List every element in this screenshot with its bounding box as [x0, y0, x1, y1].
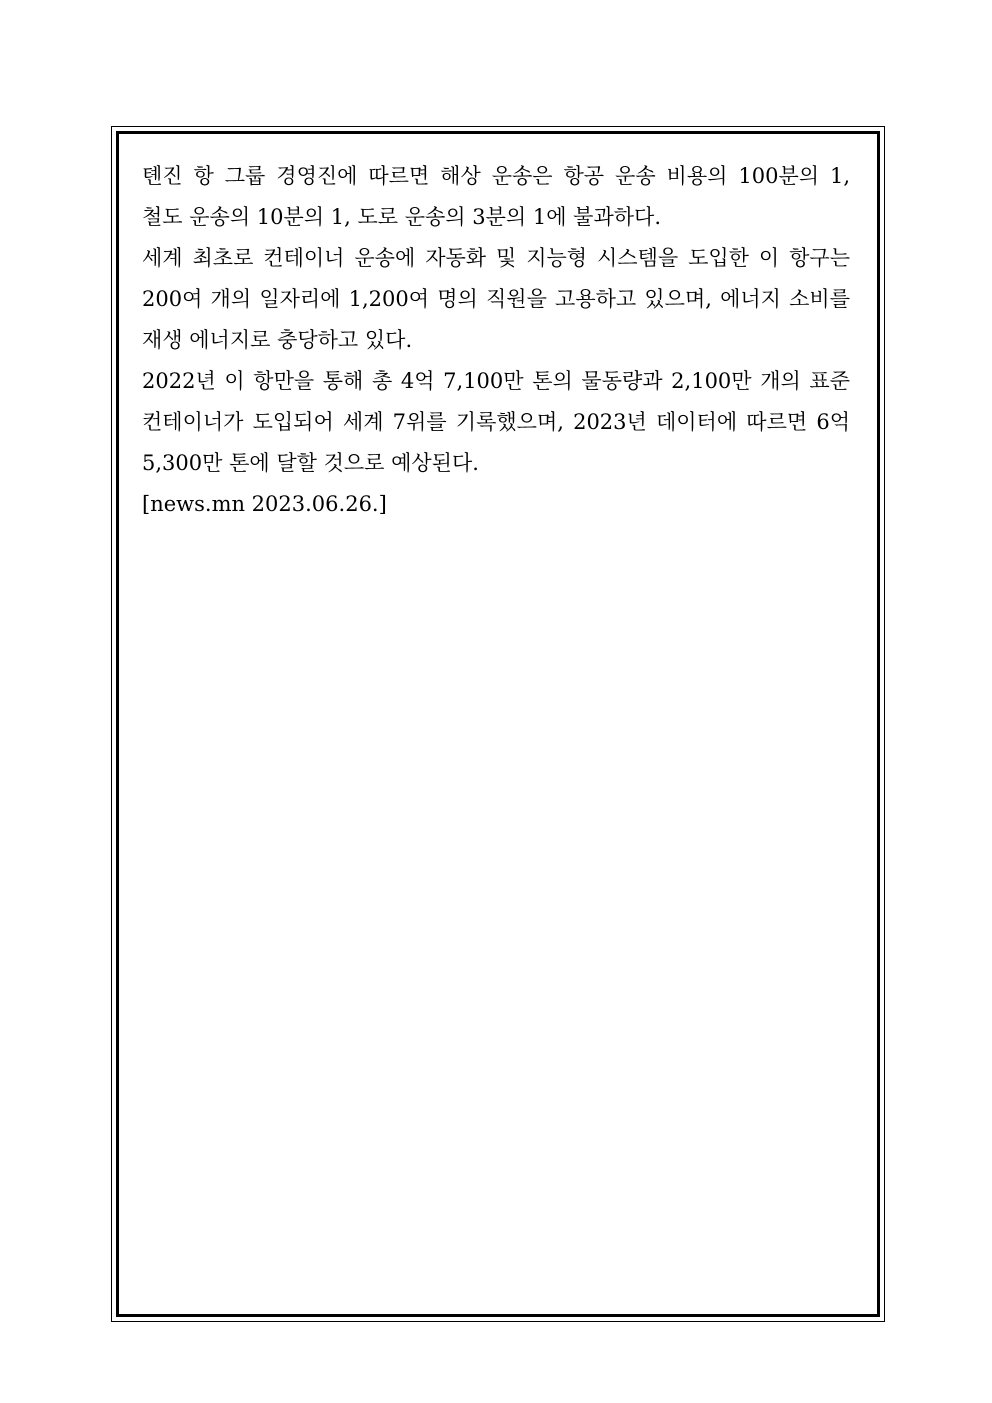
article-paragraph-2: 세계 최초로 컨테이너 운송에 자동화 및 지능형 시스템을 도입한 이 항구는 200여 개의 일자리에 1,200여 명의 직원을 고용하고 있으며, 에너지 소비를 재생 에너지로 충당하고 있다. [142, 246, 850, 352]
article-paragraph-1: 톈진 항 그룹 경영진에 따르면 해상 운송은 항공 운송 비용의 100분의 1, 철도 운송의 10분의 1, 도로 운송의 3분의 1에 불과하다. [142, 164, 850, 229]
article-body [142, 156, 850, 525]
article-source: [news.mn 2023.06.26.] [142, 492, 387, 516]
article-paragraph-3: 2022년 이 항만을 통해 총 4억 7,100만 톤의 물동량과 2,100만 개의 표준 컨테이너가 도입되어 세계 7위를 기록했으며, 2023년 데이터에 따르면 6억 5,300만 톤에 달할 것으로 예상된다. [142, 369, 850, 475]
